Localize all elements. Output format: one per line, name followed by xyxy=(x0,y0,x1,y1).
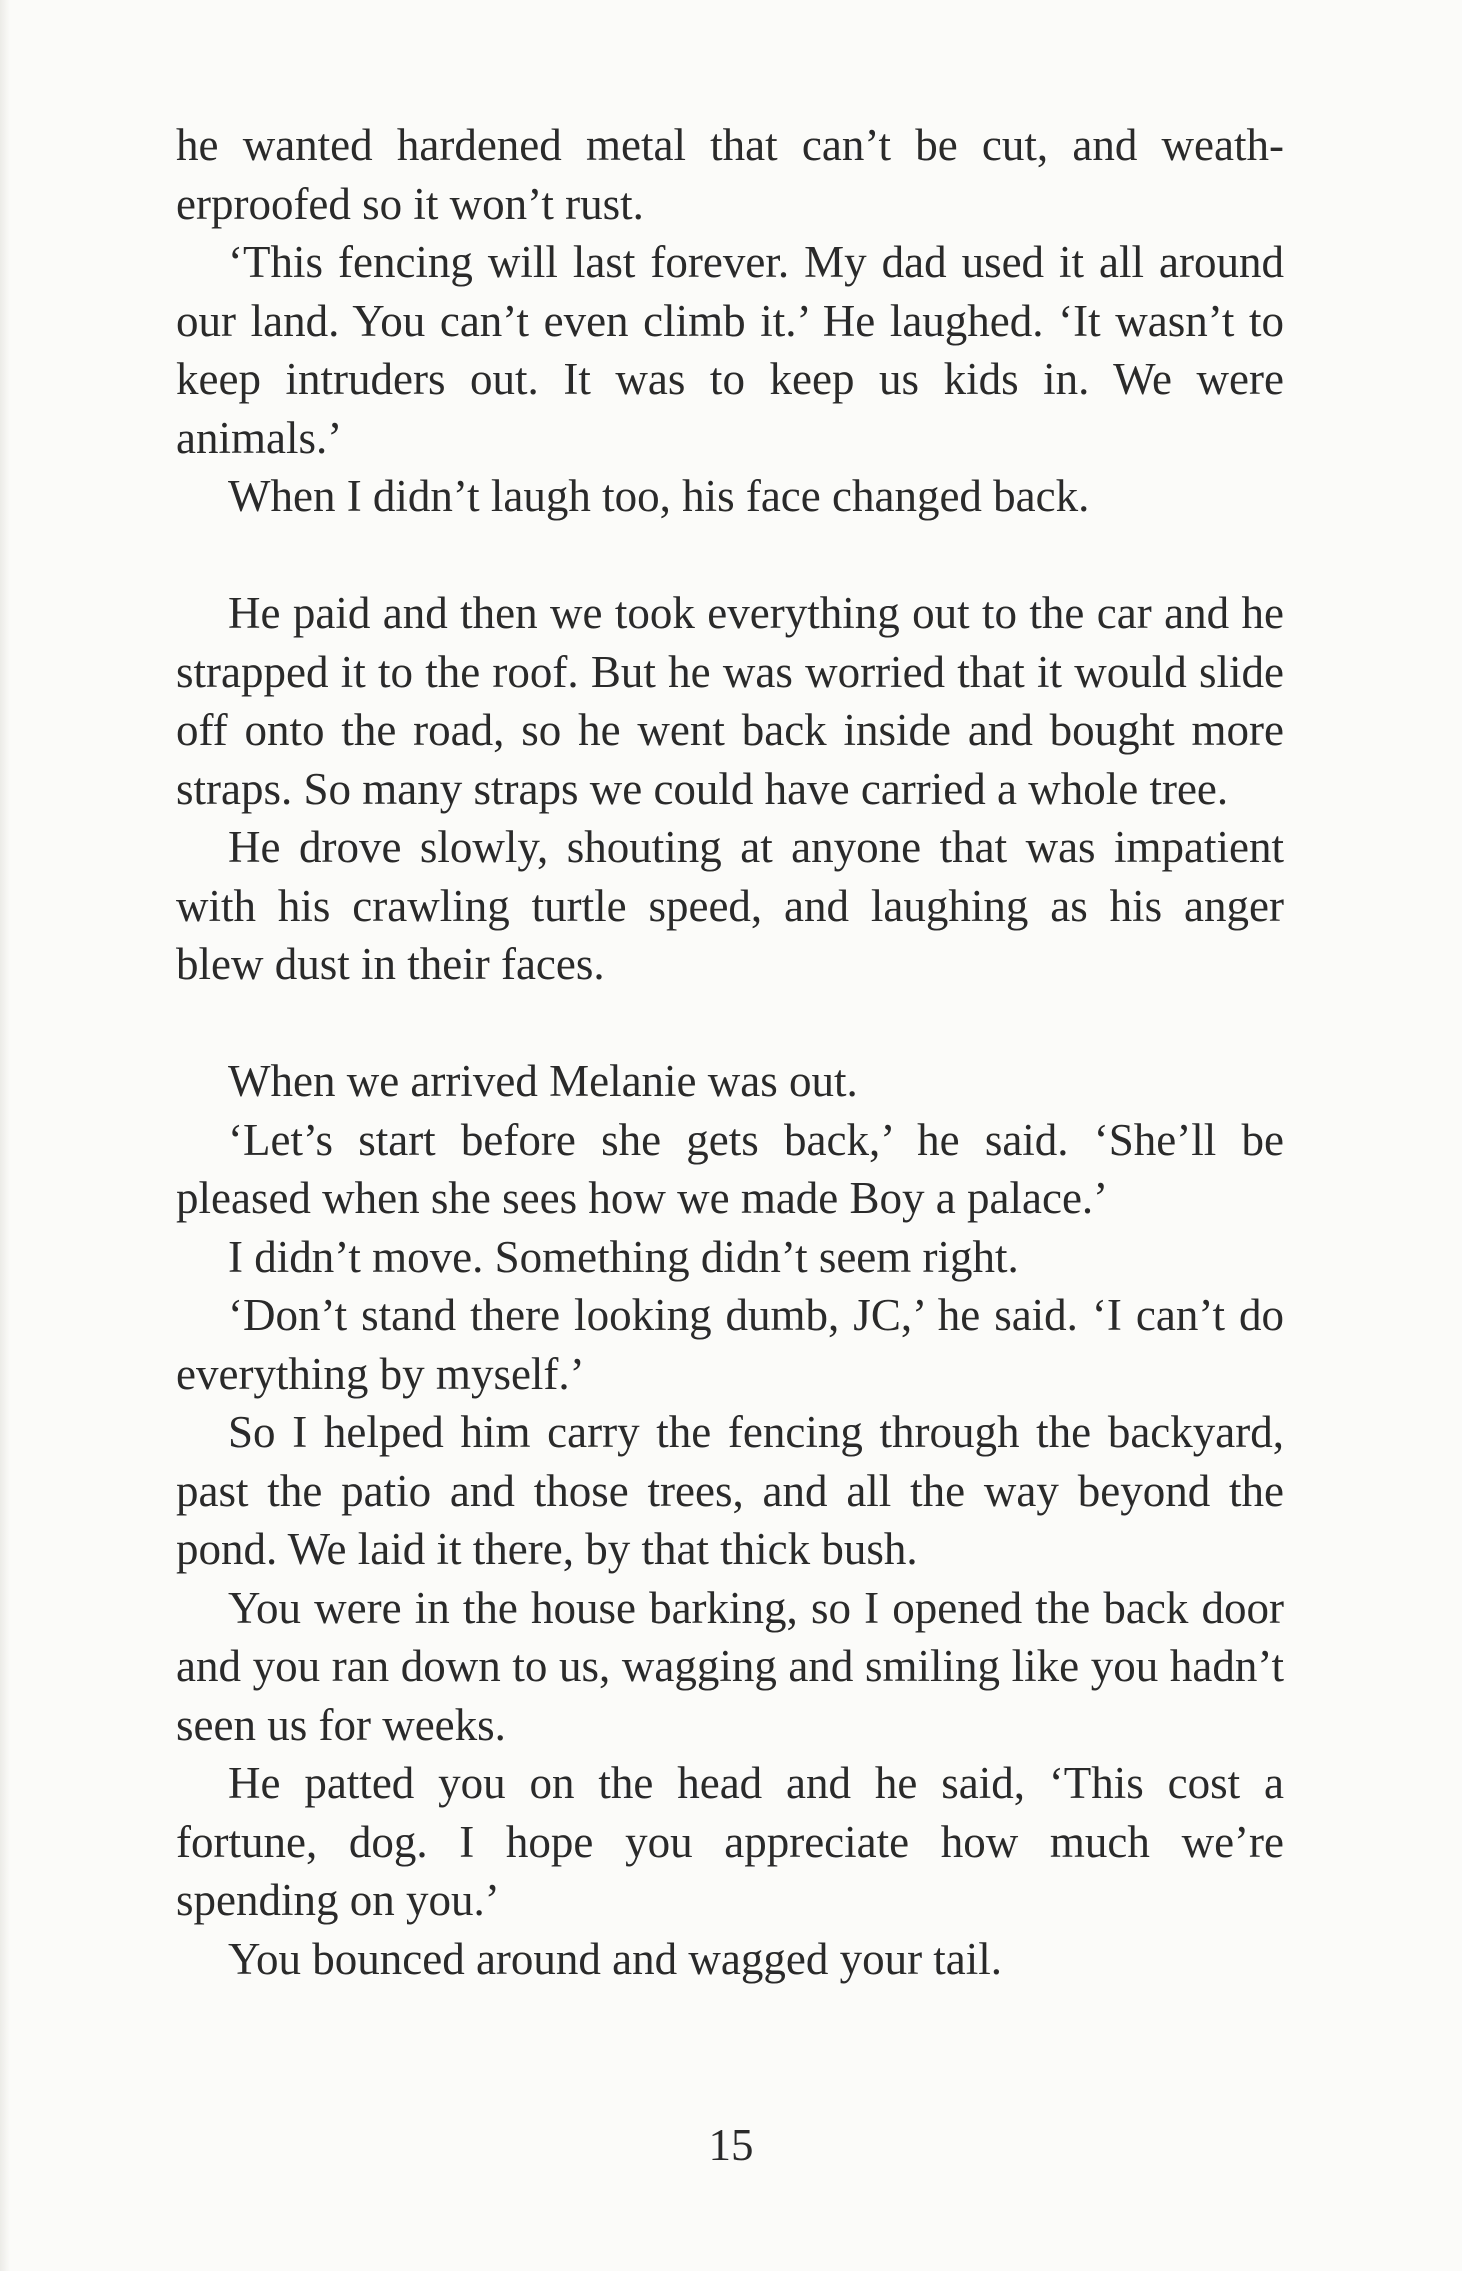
paragraph: You bounced around and wagged your tail. xyxy=(228,1933,1003,1984)
paragraph: You were in the house barking, so I opened the back door and you ran down to us, wagging and smiling like you hadn’t seen us for weeks. xyxy=(176,1582,1284,1750)
paragraph: So I helped him carry the fencing through the backyard, past the patio and those trees, and all the way beyond the pond. We laid it there, by that thick bush. xyxy=(176,1407,1284,1574)
paragraph: He paid and then we took everything out to the car and he strapped it to the roof. But he was worried that it would slide off onto the road, so he went back inside and bought more straps. So many straps we could have carried a whole tree. xyxy=(176,588,1284,814)
page-binding-edge xyxy=(0,0,10,2271)
paragraph: ‘Don’t stand there looking dumb, JC,’ he said. ‘I can’t do everything by myself.’ xyxy=(176,1290,1284,1399)
page-number: 15 xyxy=(708,2120,754,2170)
paragraph: He patted you on the head and he said, ‘This cost a fortune, dog. I hope you appreciate how much we’re spending on you.’ xyxy=(176,1758,1284,1925)
paragraph: When we arrived Melanie was out. xyxy=(228,1056,858,1106)
paragraph: ‘Let’s start before she gets back,’ he said. ‘She’ll be pleased when she sees how we made Boy a palace.’ xyxy=(176,1114,1284,1223)
paragraph: he wanted hardened metal that can’t be cut, and weatherproofed so it won’t rust. xyxy=(176,120,1284,229)
body-text xyxy=(176,116,1284,1988)
paragraph: I didn’t move. Something didn’t seem right. xyxy=(228,1231,1019,1282)
paragraph: He drove slowly, shouting at anyone that was impatient with his crawling turtle speed, and laughing as his anger blew dust in their faces. xyxy=(176,822,1284,989)
paragraph: When I didn’t laugh too, his face changed back. xyxy=(228,471,1090,521)
paragraph: ‘This fencing will last forever. My dad used it all around our land. You can’t even climb it.’ He laughed. ‘It wasn’t to keep intruders out. It was to keep us kids in. We were animals.’ xyxy=(176,237,1284,463)
